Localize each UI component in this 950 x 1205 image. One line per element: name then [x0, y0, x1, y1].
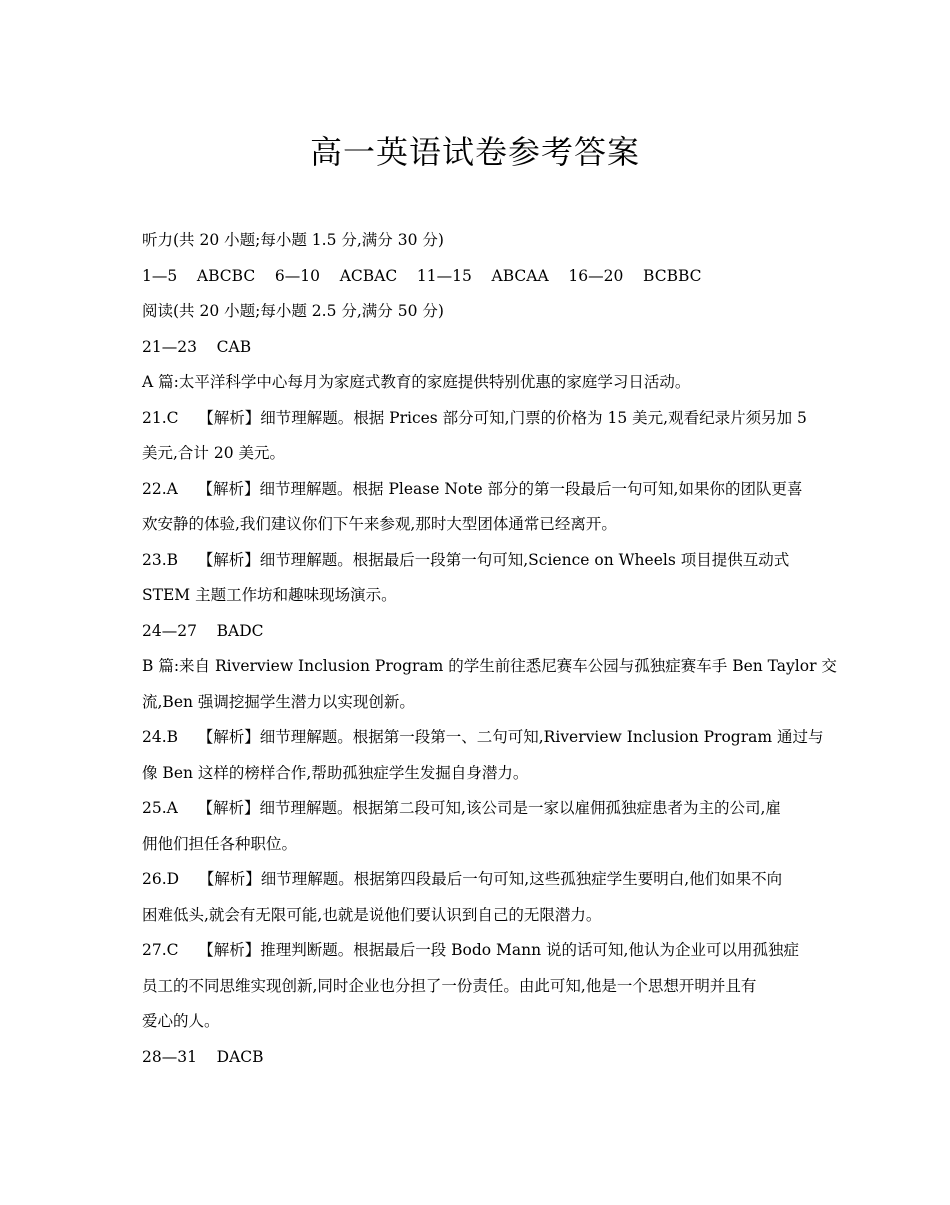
answers-28-31: 28—31 DACB: [142, 1047, 264, 1066]
listening-answers: 1—5 ABCBC 6—10 ACBAC 11—15 ABCAA 16—20 BCBBC: [142, 266, 702, 285]
explanation-21-line-1: 21.C 【解析】细节理解题。根据 Prices 部分可知,门票的价格为 15 美元,观看纪录片须另加 5: [142, 408, 807, 427]
explanation-24-line-1: 24.B 【解析】细节理解题。根据第一段第一、二句可知,Riverview Inclusion Program 通过与: [142, 728, 824, 746]
passage-a-summary: A 篇:太平洋科学中心每月为家庭式教育的家庭提供特别优惠的家庭学习日活动。: [142, 373, 691, 391]
explanation-22-line-2: 欢安静的体验,我们建议你们下午来参观,那时大型团体通常已经离开。: [142, 515, 617, 533]
answers-24-27: 24—27 BADC: [142, 621, 264, 640]
explanation-24-line-2: 像 Ben 这样的榜样合作,帮助孤独症学生发掘自身潜力。: [142, 763, 529, 782]
page-title: 高一英语试卷参考答案: [309, 133, 640, 171]
explanation-26-line-1: 26.D 【解析】细节理解题。根据第四段最后一句可知,这些孤独症学生要明白,他们如果不向: [142, 870, 783, 888]
explanation-21-line-2: 美元,合计 20 美元。: [142, 444, 286, 462]
explanation-23-line-2: STEM 主题工作坊和趣味现场演示。: [142, 586, 397, 604]
explanation-22-line-1: 22.A 【解析】细节理解题。根据 Please Note 部分的第一段最后一句可知,如果你的团队更喜: [142, 479, 803, 498]
explanation-27-line-1: 27.C 【解析】推理判断题。根据最后一段 Bodo Mann 说的话可知,他认为企业可以用孤独症: [142, 941, 799, 959]
explanation-26-line-2: 困难低头,就会有无限可能,也就是说他们要认识到自己的无限潜力。: [142, 905, 602, 924]
passage-b-summary-line-2: 流,Ben 强调挖掘学生潜力以实现创新。: [142, 692, 415, 711]
explanation-25-line-2: 佣他们担任各种职位。: [142, 834, 298, 853]
explanation-25-line-1: 25.A 【解析】细节理解题。根据第二段可知,该公司是一家以雇佣孤独症患者为主的公司,雇: [142, 799, 781, 817]
section-heading-listening: 听力(共 20 小题;每小题 1.5 分,满分 30 分): [142, 231, 444, 249]
explanation-27-line-3: 爱心的人。: [142, 1012, 220, 1030]
passage-b-summary-line-1: B 篇:来自 Riverview Inclusion Program 的学生前往悉尼赛车公园与孤独症赛车手 Ben Taylor 交: [142, 657, 837, 675]
explanation-27-line-2: 员工的不同思维实现创新,同时企业也分担了一份责任。由此可知,他是一个思想开明并且有: [142, 976, 757, 995]
answers-21-23: 21—23 CAB: [142, 337, 252, 356]
answer-content: [142, 223, 837, 1075]
explanation-23-line-1: 23.B 【解析】细节理解题。根据最后一段第一句可知,Science on Wheels 项目提供互动式: [142, 550, 790, 569]
section-heading-reading: 阅读(共 20 小题;每小题 2.5 分,满分 50 分): [142, 302, 444, 320]
